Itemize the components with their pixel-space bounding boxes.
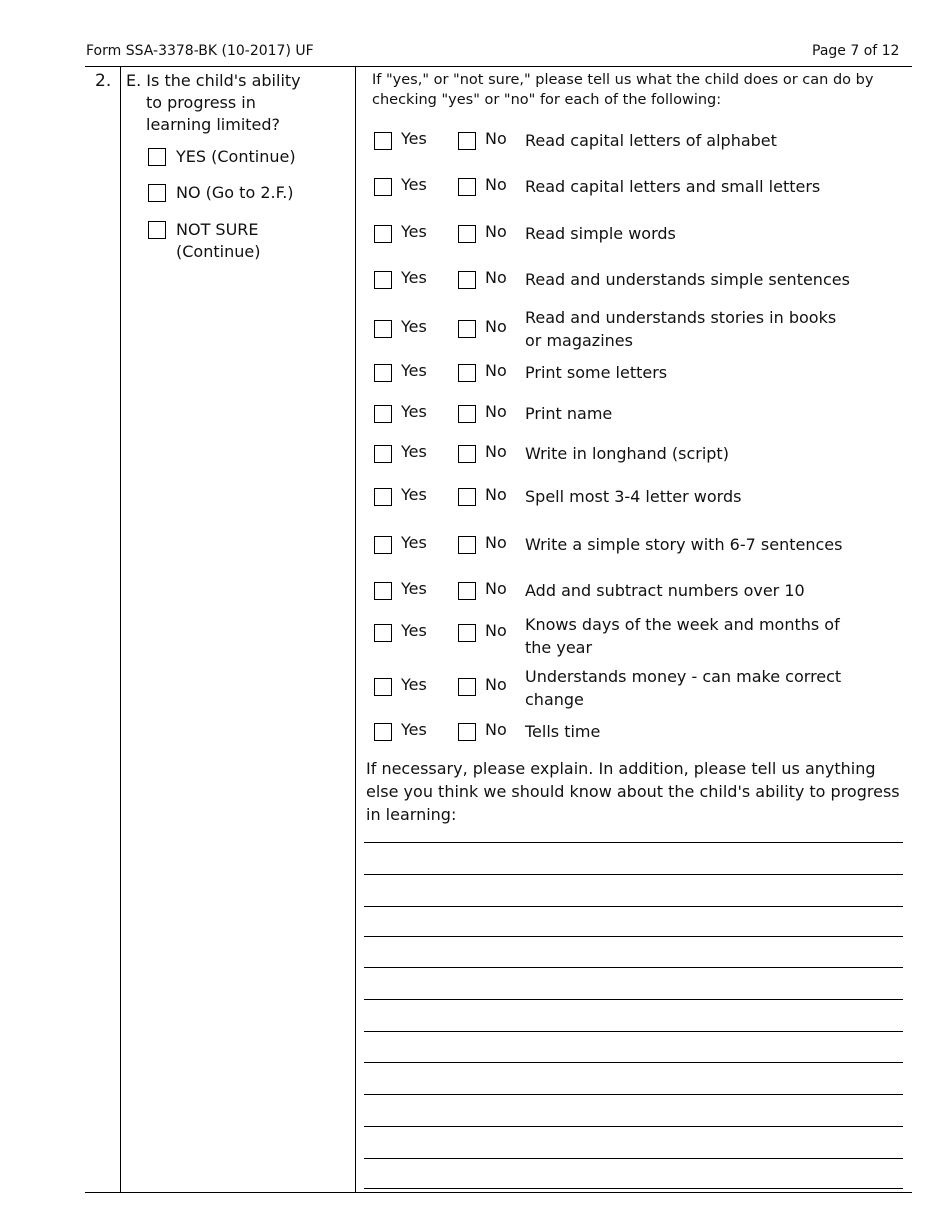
bottom-rule (85, 1192, 912, 1193)
checklist-row (374, 270, 904, 310)
yes-label: Yes (401, 402, 427, 421)
yes-label: Yes (401, 485, 427, 504)
yes-label: Yes (401, 268, 427, 287)
yes-checkbox[interactable] (374, 271, 392, 289)
checklist-row (374, 177, 904, 217)
no-checkbox[interactable] (458, 225, 476, 243)
explanation-line-2: else you think we should know about the child's ability to progress (366, 782, 900, 801)
no-checkbox[interactable] (458, 723, 476, 741)
no-checkbox[interactable] (458, 320, 476, 338)
writing-line[interactable] (364, 967, 903, 968)
yes-checkbox[interactable] (374, 723, 392, 741)
item-text-line-1: Write a simple story with 6-7 sentences (525, 535, 843, 554)
no-label: No (485, 222, 507, 241)
checklist-row (374, 444, 904, 484)
item-text-line-2: or magazines (525, 331, 633, 350)
item-text-line-1: Read and understands stories in books (525, 308, 837, 327)
item-text (525, 665, 870, 711)
no-label: No (485, 402, 507, 421)
checklist-intro-line-2: checking "yes" or "no" for each of the following: (372, 92, 722, 108)
no-checkbox[interactable] (458, 271, 476, 289)
no-label: No (485, 129, 507, 148)
item-text-line-1: Add and subtract numbers over 10 (525, 581, 805, 600)
explanation-prompt (366, 757, 911, 826)
yes-checkbox[interactable] (374, 405, 392, 423)
item-text-line-2: change (525, 690, 584, 709)
checklist-intro-line-1: If "yes," or "not sure," please tell us what the child does or can do by (372, 72, 874, 88)
item-text (525, 533, 870, 556)
writing-line[interactable] (364, 1031, 903, 1032)
writing-line[interactable] (364, 1062, 903, 1063)
question-text (126, 70, 341, 136)
explanation-line-1: If necessary, please explain. In addition, please tell us anything (366, 759, 876, 778)
item-text (525, 129, 870, 152)
item-text (525, 222, 870, 245)
question-letter: E. (126, 71, 142, 90)
yes-label: Yes (401, 621, 427, 640)
no-checkbox[interactable] (458, 624, 476, 642)
no-checkbox[interactable] (458, 536, 476, 554)
top-rule (85, 66, 912, 67)
writing-line[interactable] (364, 1158, 903, 1159)
no-checkbox[interactable] (458, 678, 476, 696)
item-text-line-1: Read capital letters of alphabet (525, 131, 777, 150)
no-label: No (485, 317, 507, 336)
yes-label: Yes (401, 579, 427, 598)
no-label: No (485, 579, 507, 598)
no-label: No (485, 361, 507, 380)
yes-checkbox[interactable] (374, 582, 392, 600)
item-text (525, 720, 870, 743)
writing-line[interactable] (364, 874, 903, 875)
question-column-divider (355, 66, 356, 1193)
checklist-row (374, 363, 904, 403)
yes-checkbox[interactable] (374, 132, 392, 150)
yes-label: Yes (401, 317, 427, 336)
no-label: No (485, 675, 507, 694)
item-text-line-1: Read and understands simple sentences (525, 270, 850, 289)
writing-line[interactable] (364, 999, 903, 1000)
no-label: No (485, 533, 507, 552)
no-checkbox[interactable] (458, 364, 476, 382)
checklist-row (374, 224, 904, 264)
yes-checkbox[interactable] (374, 320, 392, 338)
no-checkbox[interactable] (458, 405, 476, 423)
option-yes-label: YES (Continue) (176, 147, 296, 166)
yes-checkbox[interactable] (374, 445, 392, 463)
item-text (525, 268, 870, 291)
item-text (525, 613, 870, 659)
question-line-3: learning limited? (146, 115, 281, 134)
form-id: Form SSA-3378-BK (10-2017) UF (86, 43, 314, 59)
writing-line[interactable] (364, 842, 903, 843)
checklist-row (374, 667, 904, 718)
checklist-row (374, 615, 904, 664)
option-no-checkbox[interactable] (148, 184, 166, 202)
question-line-1: Is the child's ability (146, 71, 301, 90)
yes-label: Yes (401, 175, 427, 194)
item-text-line-1: Knows days of the week and months of (525, 615, 840, 634)
no-checkbox[interactable] (458, 132, 476, 150)
item-text (525, 175, 870, 198)
item-text-line-1: Understands money - can make correct (525, 667, 842, 686)
option-not-sure-label-2: (Continue) (176, 242, 261, 261)
yes-checkbox[interactable] (374, 488, 392, 506)
item-text (525, 485, 870, 508)
yes-label: Yes (401, 533, 427, 552)
item-text-line-1: Print some letters (525, 363, 668, 382)
yes-label: Yes (401, 222, 427, 241)
item-text-line-1: Tells time (525, 722, 601, 741)
option-not-sure-checkbox[interactable] (148, 221, 166, 239)
no-checkbox[interactable] (458, 445, 476, 463)
explanation-line-3: in learning: (366, 805, 457, 824)
yes-label: Yes (401, 675, 427, 694)
no-checkbox[interactable] (458, 488, 476, 506)
checklist-row (374, 487, 904, 527)
writing-line[interactable] (364, 1188, 903, 1189)
yes-checkbox[interactable] (374, 678, 392, 696)
writing-line[interactable] (364, 906, 903, 907)
no-label: No (485, 175, 507, 194)
item-text-line-2: the year (525, 638, 593, 657)
yes-label: Yes (401, 361, 427, 380)
checklist-row (374, 535, 904, 575)
checklist-row (374, 404, 904, 444)
item-text-line-1: Write in longhand (script) (525, 444, 729, 463)
yes-checkbox[interactable] (374, 225, 392, 243)
writing-line[interactable] (364, 1094, 903, 1095)
checklist-row (374, 131, 904, 171)
no-label: No (485, 485, 507, 504)
page-number: Page 7 of 12 (812, 43, 900, 59)
option-not-sure-label: NOT SURE (176, 220, 259, 239)
item-text-line-1: Spell most 3-4 letter words (525, 487, 742, 506)
no-label: No (485, 621, 507, 640)
no-checkbox[interactable] (458, 178, 476, 196)
no-label: No (485, 442, 507, 461)
yes-checkbox[interactable] (374, 624, 392, 642)
option-yes-checkbox[interactable] (148, 148, 166, 166)
option-no-label: NO (Go to 2.F.) (176, 183, 294, 202)
item-text (525, 361, 870, 384)
item-text-line-1: Read simple words (525, 224, 676, 243)
yes-label: Yes (401, 720, 427, 739)
item-text (525, 442, 870, 465)
item-text-line-1: Read capital letters and small letters (525, 177, 821, 196)
no-checkbox[interactable] (458, 582, 476, 600)
checklist-row (374, 308, 904, 360)
item-text-line-1: Print name (525, 404, 613, 423)
yes-label: Yes (401, 129, 427, 148)
checklist-row (374, 722, 904, 762)
question-number: 2. (95, 71, 112, 91)
yes-checkbox[interactable] (374, 364, 392, 382)
no-label: No (485, 268, 507, 287)
number-column-divider (120, 66, 121, 1193)
question-line-2: to progress in (146, 93, 256, 112)
no-label: No (485, 720, 507, 739)
item-text (525, 579, 870, 602)
yes-checkbox[interactable] (374, 536, 392, 554)
checklist-intro (372, 70, 902, 110)
item-text (525, 306, 870, 352)
writing-line[interactable] (364, 936, 903, 937)
yes-label: Yes (401, 442, 427, 461)
writing-line[interactable] (364, 1126, 903, 1127)
yes-checkbox[interactable] (374, 178, 392, 196)
item-text (525, 402, 870, 425)
